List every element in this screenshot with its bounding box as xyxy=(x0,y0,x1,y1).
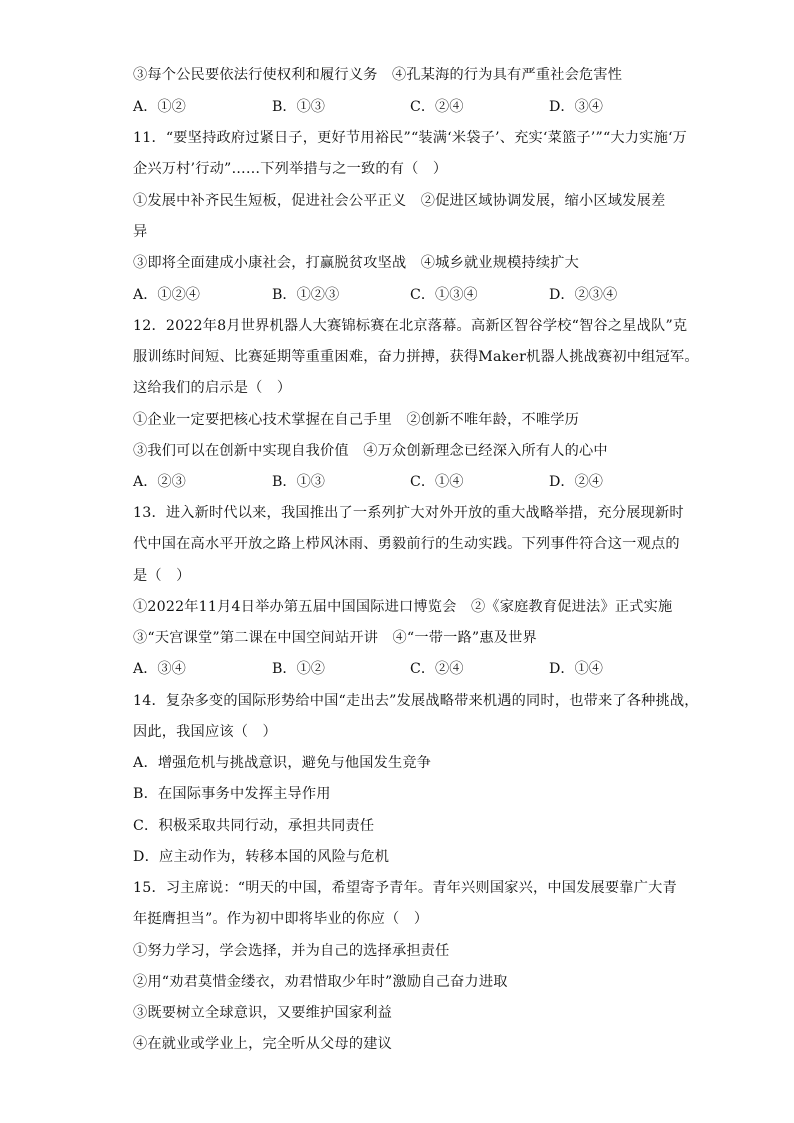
q12-stem-line-2: 服训练时间短、比赛延期等重重困难，奋力拼搏，获得Maker机器人挑战赛初中组冠军。 xyxy=(133,349,699,365)
q15-statement-2: ②用“劝君莫惜金缕衣，劝君惜取少年时”激励自己奋力进取 xyxy=(133,974,508,990)
q15-statement-4: ④在就业或学业上，完全听从父母的建议 xyxy=(133,1036,392,1052)
q11-statement-line-1: ①发展中补齐民生短板，促进社会公平正义 ②促进区域协调发展，缩小区域发展差 xyxy=(133,193,666,209)
q13-option-d: D．①④ xyxy=(549,661,603,677)
q12-stem-line-3: 这给我们的启示是（ ） xyxy=(133,380,292,396)
q13-option-c: C．②④ xyxy=(410,661,464,677)
q12-option-c: C．①④ xyxy=(410,474,464,490)
q13-statement-line-2: ③“天宫课堂”第二课在中国空间站开讲 ④“一带一路”惠及世界 xyxy=(133,630,537,646)
q14-stem-line-2: 因此，我国应该（ ） xyxy=(133,724,277,740)
q11-stem-line-2: 企兴万村’行动”……下列举措与之一致的有（ ） xyxy=(133,161,448,177)
q12-stem-line-1: 12．2022年8月世界机器人大赛锦标赛在北京落幕。高新区智谷学校“智谷之星战队”克 xyxy=(133,318,688,334)
q14-option-c: C．积极采取共同行动，承担共同责任 xyxy=(133,818,375,834)
q13-stem-line-2: 代中国在高水平开放之路上栉风沐雨、勇毅前行的生动实践。下列事件符合这一观点的 xyxy=(133,536,680,552)
q13-option-a: A．③④ xyxy=(133,661,186,677)
q10-option-d: D．③④ xyxy=(549,99,603,115)
q12-option-a: A．②③ xyxy=(133,474,186,490)
q11-option-b: B．①②③ xyxy=(272,287,340,303)
q10-option-a: A．①② xyxy=(133,99,186,115)
q15-stem-line-2: 年挺膺担当”。作为初中即将毕业的你应（ ） xyxy=(133,911,429,927)
q11-option-a: A．①②④ xyxy=(133,287,200,303)
q14-option-b: B．在国际事务中发挥主导作用 xyxy=(133,786,331,802)
q14-option-a: A．增强危机与挑战意识，避免与他国发生竞争 xyxy=(133,755,432,771)
q13-statement-line-1: ①2022年11月4日举办第五届中国国际进口博览会 ②《家庭教育促进法》正式实施 xyxy=(133,599,673,615)
q11-option-c: C．①③④ xyxy=(410,287,478,303)
q13-stem-line-1: 13．进入新时代以来，我国推出了一系列扩大对外开放的重大战略举措，充分展现新时 xyxy=(133,505,684,521)
q15-statement-1: ①努力学习，学会选择，并为自己的选择承担责任 xyxy=(133,943,450,959)
q12-option-b: B．①③ xyxy=(272,474,325,490)
q11-stem-line-1: 11．“要坚持政府过紧日子，更好节用裕民”“装满‘米袋子’、充实‘菜篮子’”“大力实施‘万 xyxy=(133,130,688,146)
q12-statement-line-1: ①企业一定要把核心技术掌握在自己手里 ②创新不唯年龄，不唯学历 xyxy=(133,412,580,428)
q14-option-d: D．应主动作为，转移本国的风险与危机 xyxy=(133,849,390,865)
q11-statement-line-3: ③即将全面建成小康社会，打赢脱贫攻坚战 ④城乡就业规模持续扩大 xyxy=(133,255,580,271)
q15-statement-3: ③既要树立全球意识，又要维护国家利益 xyxy=(133,1005,392,1021)
q12-statement-line-2: ③我们可以在创新中实现自我价值 ④万众创新理念已经深入所有人的心中 xyxy=(133,443,608,459)
q13-stem-line-3: 是（ ） xyxy=(133,568,191,584)
q11-option-d: D．②③④ xyxy=(549,287,618,303)
q11-statement-line-2: 异 xyxy=(133,224,148,240)
q10-option-b: B．①③ xyxy=(272,99,325,115)
q14-stem-line-1: 14．复杂多变的国际形势给中国“走出去”发展战略带来机遇的同时，也带来了各种挑战， xyxy=(133,693,699,709)
q15-stem-line-1: 15．习主席说：“明天的中国，希望寄予青年。青年兴则国家兴，中国发展要靠广大青 xyxy=(133,880,677,896)
q13-option-b: B．①② xyxy=(272,661,325,677)
q10-statement-line: ③每个公民要依法行使权利和履行义务 ④孔某海的行为具有严重社会危害性 xyxy=(133,67,623,83)
q10-option-c: C．②④ xyxy=(410,99,464,115)
q12-option-d: D．②④ xyxy=(549,474,603,490)
